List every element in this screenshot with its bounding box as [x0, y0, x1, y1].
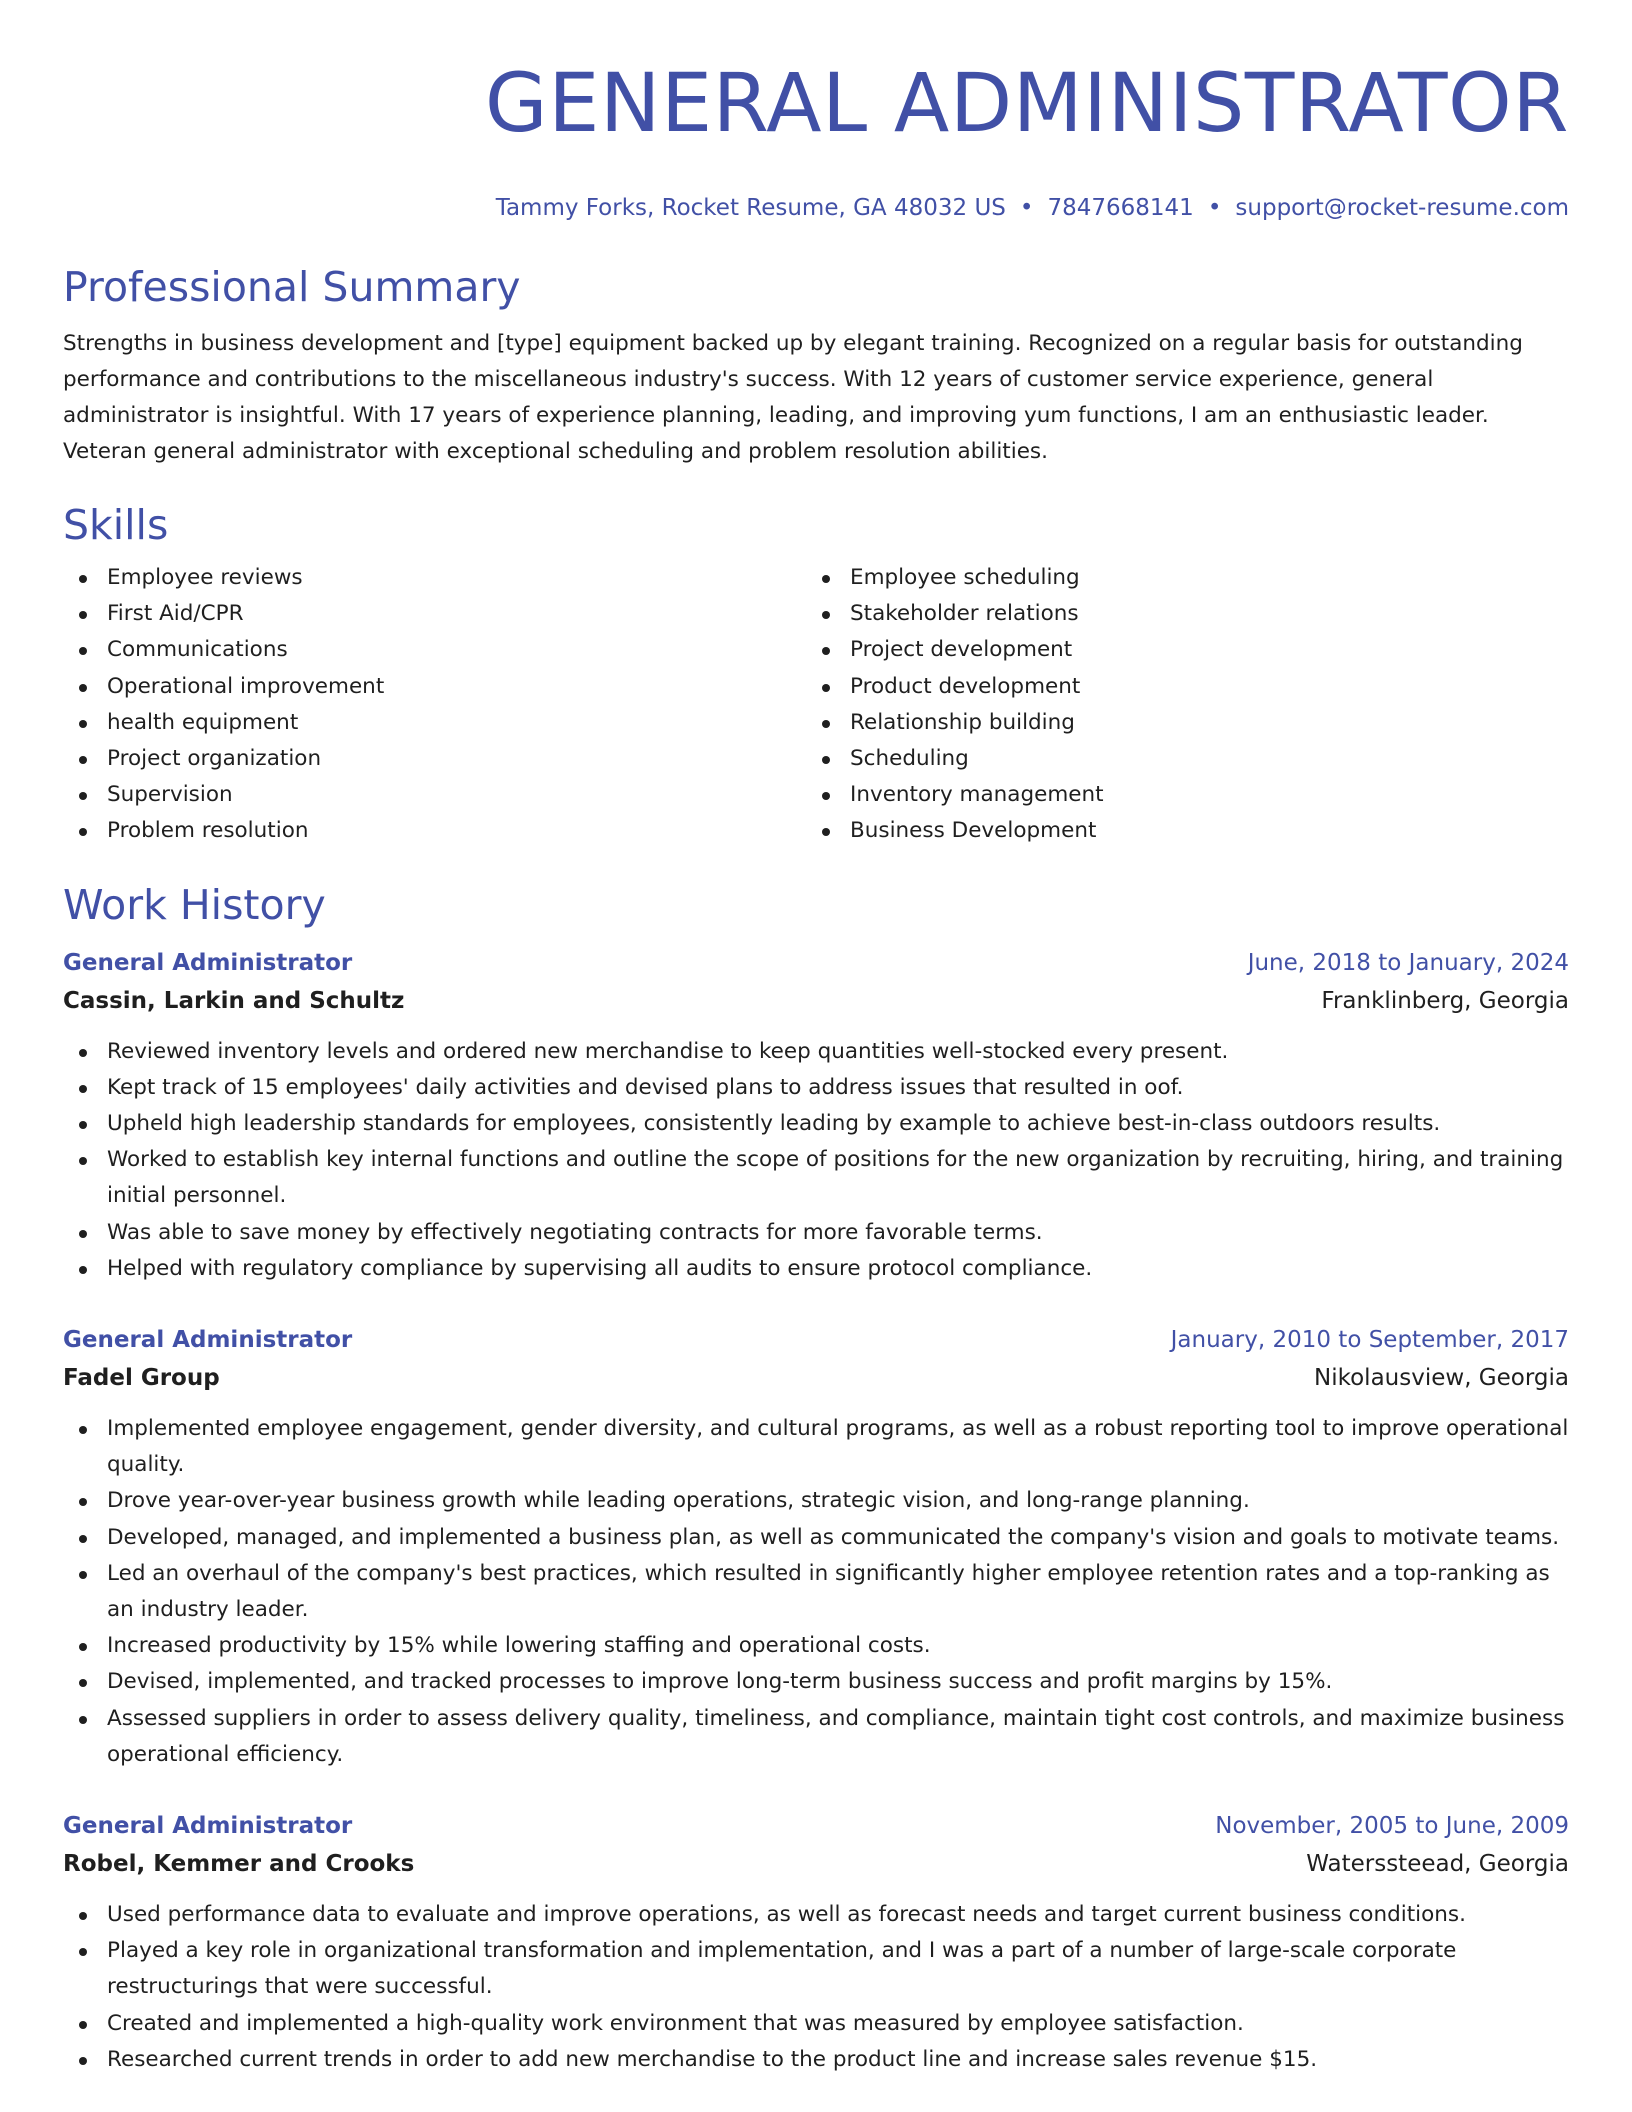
job-location: Waterssteead, Georgia [1306, 1851, 1569, 1878]
skill-item: Employee reviews [63, 560, 806, 596]
job-company-row [63, 1845, 1569, 1883]
job-entry [63, 1807, 1569, 2078]
contact-separator: • [1207, 195, 1222, 221]
summary-heading: Professional Summary [63, 263, 521, 311]
job-company-row [63, 982, 1569, 1020]
skill-item: Stakeholder relations [806, 596, 1549, 632]
job-entry [63, 944, 1569, 1287]
contact-phone: 7847668141 [1047, 195, 1194, 221]
job-company: Cassin, Larkin and Schultz [63, 987, 405, 1014]
job-duty: Used performance data to evaluate and improve operations, as well as forecast needs and target current business conditions. [63, 1897, 1569, 1933]
skill-item: Problem resolution [63, 813, 806, 849]
job-company: Robel, Kemmer and Crooks [63, 1851, 415, 1878]
skill-item: Operational improvement [63, 669, 806, 705]
job-duty: Was able to save money by effectively negotiating contracts for more favorable terms. [63, 1215, 1569, 1251]
skills-heading: Skills [63, 501, 169, 549]
job-title: General Administrator [63, 1813, 353, 1840]
job-title-row [63, 1807, 1569, 1845]
job-entry [63, 1321, 1569, 1773]
job-duty: Increased productivity by 15% while lowering staffing and operational costs. [63, 1628, 1569, 1664]
job-dates: June, 2018 to January, 2024 [1247, 949, 1569, 976]
job-duty: Created and implemented a high-quality work environment that was measured by employee satisfaction. [63, 2006, 1569, 2042]
job-location: Franklinberg, Georgia [1321, 987, 1569, 1014]
skill-item: Supervision [63, 777, 806, 813]
job-duty: Kept track of 15 employees' daily activities and devised plans to address issues that resulted in oof. [63, 1070, 1569, 1106]
skill-item: Business Development [806, 813, 1549, 849]
skills-list-left [63, 560, 806, 850]
job-duties-list [63, 1034, 1569, 1287]
job-location: Nikolausview, Georgia [1314, 1365, 1569, 1392]
skill-item: Communications [63, 632, 806, 668]
job-duties-list [63, 1411, 1569, 1773]
skill-item: Employee scheduling [806, 560, 1549, 596]
job-company-row [63, 1359, 1569, 1397]
job-duty: Devised, implemented, and tracked processes to improve long-term business success and profit margins by 15%. [63, 1664, 1569, 1700]
job-title: General Administrator [63, 1327, 353, 1354]
summary-text: Strengths in business development and [type] equipment backed up by elegant training. Recognized on a regular basis for outstanding performance and contributions to the miscellaneous industry's success. With 12 years of customer service experience, general administrator is insightful. With 17 years of experience planning, leading, and improving yum functions, I am an enthusiastic leader. Veteran general administrator with exceptional scheduling and problem resolution abilities. [63, 331, 1523, 464]
contact-email: support@rocket-resume.com [1235, 195, 1569, 221]
job-duty: Assessed suppliers in order to assess delivery quality, timeliness, and compliance, maintain tight cost controls, and maximize business operational efficiency. [63, 1701, 1569, 1773]
contact-line [63, 192, 1569, 224]
job-duty: Researched current trends in order to add new merchandise to the product line and increase sales revenue $15. [63, 2042, 1569, 2078]
skill-item: Product development [806, 669, 1549, 705]
job-title-row [63, 944, 1569, 982]
job-duties-list [63, 1897, 1569, 2078]
job-duty: Implemented employee engagement, gender diversity, and cultural programs, as well as a robust reporting tool to improve operational quality. [63, 1411, 1569, 1483]
job-dates: January, 2010 to September, 2017 [1170, 1327, 1569, 1354]
skills-columns [63, 560, 1569, 850]
skills-list-right [806, 560, 1549, 850]
job-duty: Played a key role in organizational transformation and implementation, and I was a part of a number of large-scale corporate restructurings that were successful. [63, 1933, 1569, 2005]
job-duty: Developed, managed, and implemented a business plan, as well as communicated the company's vision and goals to motivate teams. [63, 1520, 1569, 1556]
job-duty: Upheld high leadership standards for employees, consistently leading by example to achieve best-in-class outdoors results. [63, 1106, 1569, 1142]
job-title: General Administrator [63, 949, 353, 976]
job-title-row [63, 1321, 1569, 1359]
job-duty: Worked to establish key internal functions and outline the scope of positions for the new organization by recruiting, hiring, and training initial personnel. [63, 1142, 1569, 1214]
resume-page [63, 0, 1569, 2078]
candidate-name: GENERAL ADMINISTRATOR [484, 57, 1569, 151]
contact-address: Tammy Forks, Rocket Resume, GA 48032 US [495, 195, 1006, 221]
skill-item: health equipment [63, 705, 806, 741]
job-duty: Led an overhaul of the company's best practices, which resulted in significantly higher employee retention rates and a top-ranking as an industry leader. [63, 1556, 1569, 1628]
contact-separator: • [1019, 195, 1034, 221]
skill-item: Scheduling [806, 741, 1549, 777]
job-duty: Reviewed inventory levels and ordered new merchandise to keep quantities well-stocked every present. [63, 1034, 1569, 1070]
job-dates: November, 2005 to June, 2009 [1215, 1813, 1569, 1840]
job-duty: Drove year-over-year business growth while leading operations, strategic vision, and long-range planning. [63, 1483, 1569, 1519]
skill-item: Project organization [63, 741, 806, 777]
skill-item: Project development [806, 632, 1549, 668]
skill-item: Relationship building [806, 705, 1549, 741]
skill-item: First Aid/CPR [63, 596, 806, 632]
work-history-heading: Work History [63, 880, 326, 929]
job-company: Fadel Group [63, 1365, 220, 1392]
job-duty: Helped with regulatory compliance by supervising all audits to ensure protocol compliance. [63, 1251, 1569, 1287]
skill-item: Inventory management [806, 777, 1549, 813]
